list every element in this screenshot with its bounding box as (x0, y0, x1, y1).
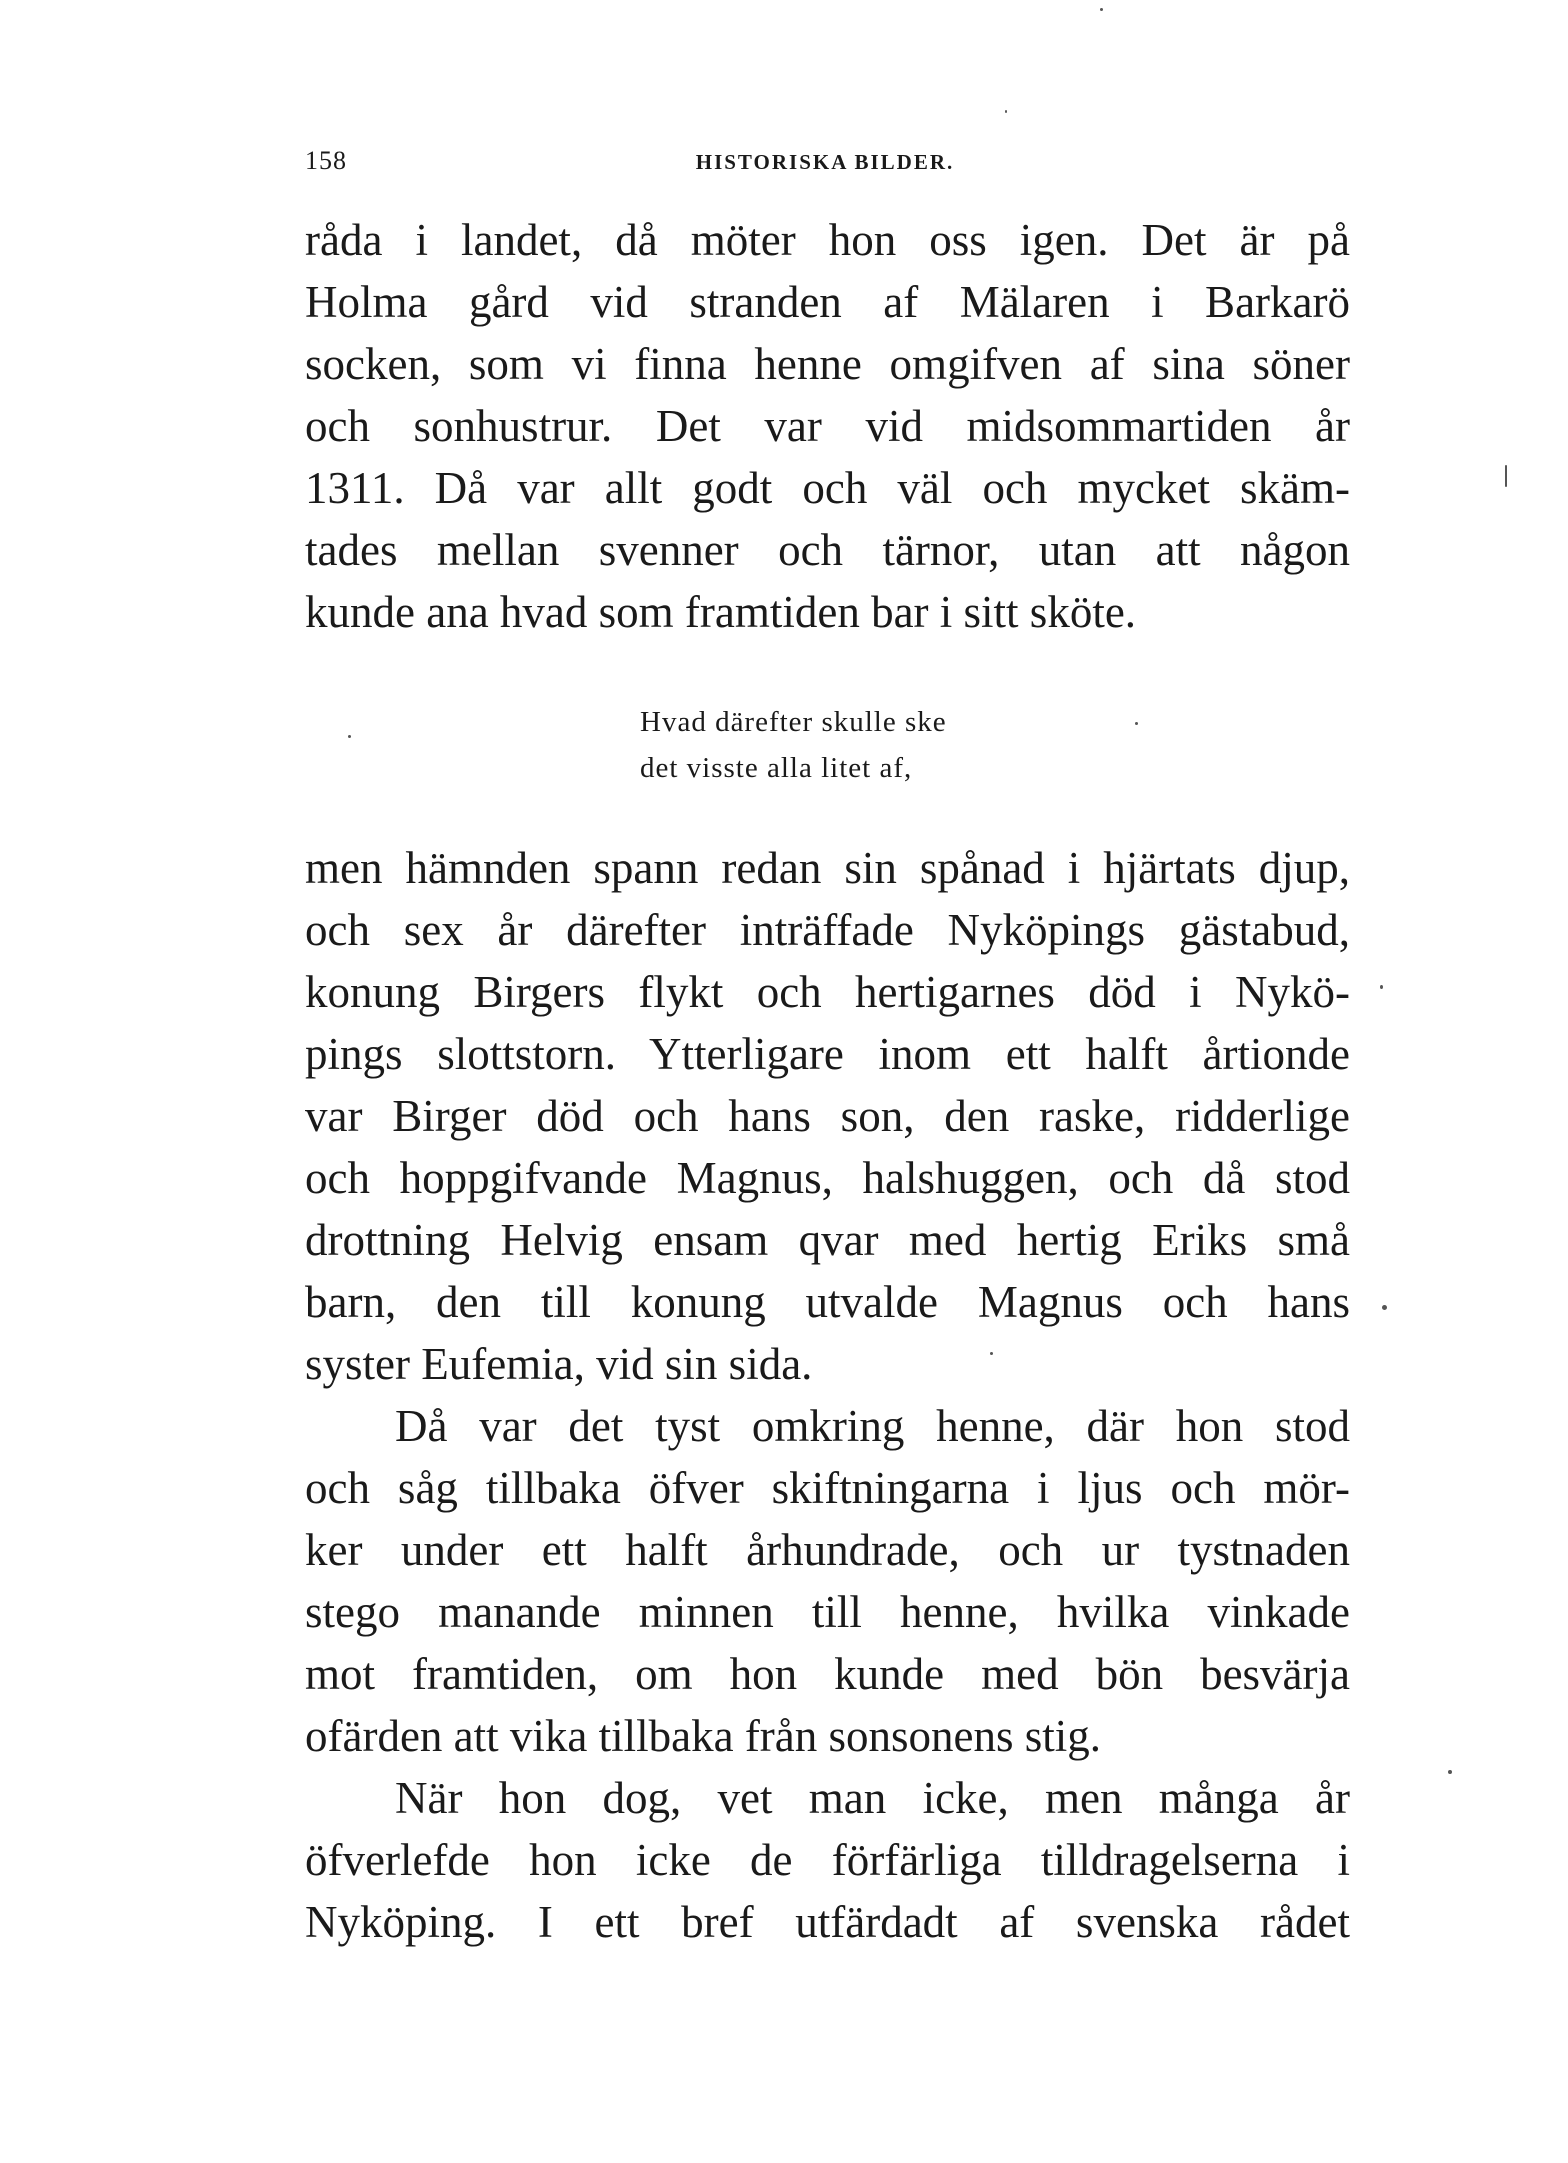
text-line: drottning Helvig ensam qvar med hertig Eriks små (305, 1215, 1350, 1265)
text-line: syster Eufemia, vid sin sida. (305, 1339, 813, 1389)
scan-speck (1382, 1305, 1387, 1310)
text-line: ker under ett halft århundrade, och ur tystnaden (305, 1525, 1350, 1575)
text-line: och hoppgifvande Magnus, halshuggen, och då stod (305, 1153, 1350, 1203)
text-line: tades mellan svenner och tärnor, utan att någon (305, 525, 1350, 575)
scan-speck (1005, 110, 1007, 113)
text-line: och sex år därefter inträffade Nyköpings gästabud, (305, 905, 1350, 955)
page-number: 158 (305, 146, 347, 175)
text-line: råda i landet, då möter hon oss igen. Det är på (305, 215, 1350, 265)
text-line: konung Birgers flykt och hertigarnes död i Nykö- (305, 967, 1350, 1017)
scan-speck (1135, 722, 1138, 725)
text-line: var Birger död och hans son, den raske, ridderlige (305, 1091, 1350, 1141)
scan-speck (1100, 8, 1103, 11)
text-line: Holma gård vid stranden af Mälaren i Barkarö (305, 277, 1350, 327)
scan-speck (1380, 985, 1383, 989)
text-line: stego manande minnen till henne, hvilka vinkade (305, 1587, 1350, 1637)
text-line: socken, som vi finna henne omgifven af sina söner (305, 339, 1350, 389)
text-line: och sonhustrur. Det var vid midsommartiden år (305, 401, 1350, 451)
text-line: mot framtiden, om hon kunde med bön besvärja (305, 1649, 1350, 1699)
text-line: men hämnden spann redan sin spånad i hjärtats djup, (305, 843, 1350, 893)
running-head: HISTORISKA BILDER. (695, 150, 955, 174)
scan-speck (1448, 1770, 1452, 1774)
scan-speck (990, 1352, 993, 1355)
text-line: pings slottstorn. Ytterligare inom ett halft årtionde (305, 1029, 1350, 1079)
page-header (305, 146, 1345, 186)
text-line: barn, den till konung utvalde Magnus och hans (305, 1277, 1350, 1327)
text-line: 1311. Då var allt godt och väl och mycket skäm- (305, 463, 1350, 513)
verse-line: Hvad därefter skulle ske (640, 706, 947, 738)
text-line: ofärden att vika tillbaka från sonsonens stig. (305, 1711, 1102, 1761)
verse-line: det visste alla litet af, (640, 752, 913, 784)
text-line: När hon dog, vet man icke, men många år (395, 1773, 1350, 1823)
text-line: och såg tillbaka öfver skiftningarna i ljus och mör- (305, 1463, 1350, 1513)
text-line: Då var det tyst omkring henne, där hon stod (395, 1401, 1350, 1451)
text-line: öfverlefde hon icke de förfärliga tilldragelserna i (305, 1835, 1350, 1885)
text-line: kunde ana hvad som framtiden bar i sitt sköte. (305, 587, 1137, 637)
text-line: Nyköping. I ett bref utfärdadt af svenska rådet (305, 1897, 1350, 1947)
scan-speck (348, 735, 351, 738)
scan-speck (1505, 465, 1507, 487)
